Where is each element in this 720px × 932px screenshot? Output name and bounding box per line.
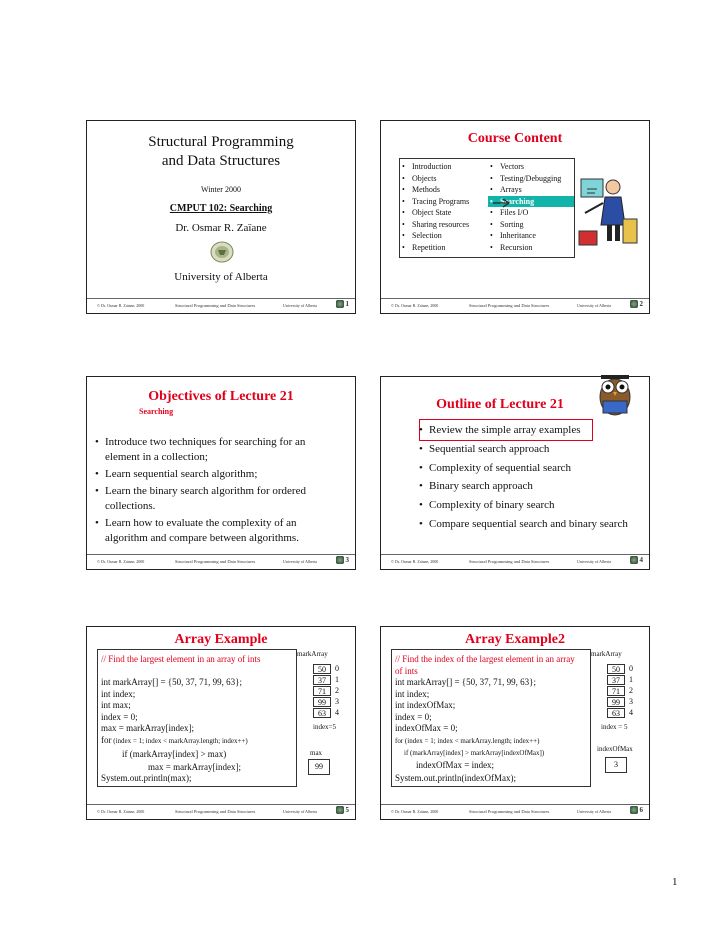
array-label: markArray [591,650,622,658]
slide5-title: Array Example [174,632,268,647]
array-cell-row [313,686,339,697]
array-cell-row [607,675,633,686]
code-box [97,649,297,787]
list-item: • Testing/Debugging [488,173,574,185]
list-item: • Tracing Programs [400,196,486,208]
slide1-term: Winter 2000 [201,185,241,194]
list-item: • Binary search approach [417,478,641,495]
code-lines [395,677,536,735]
slide-footer [381,554,649,569]
footer-university: University of Alberta [283,809,317,814]
footer-copyright: © Dr. Osmar R. Zaïane, 2000 [391,809,439,814]
footer-course: Structural Programming and Data Structures [469,809,550,814]
footer-copyright: © Dr. Osmar R. Zaïane, 2000 [391,559,439,564]
footer-course: Structural Programming and Data Structures [175,303,256,308]
slide2-title: Course Content [467,131,563,146]
array-index: 3 [629,697,633,706]
code-assign-line: max = markArray[index]; [148,762,242,772]
code-lines [101,677,242,735]
array-cell-row [313,664,339,675]
list-item: • Methods [400,184,486,196]
var-label: indexOfMax [597,745,633,753]
teacher-illustration-icon [577,169,639,256]
code-line: int markArray[] = {50, 37, 71, 99, 63}; [395,677,536,687]
array-index: 3 [335,697,339,706]
list-item: • Vectors [488,161,574,173]
slide-footer [87,298,355,313]
slide1-title-line1: Structural Programming [148,134,294,150]
list-item: • Complexity of sequential search [417,460,641,477]
slide-number: 6 [630,806,644,814]
footer-university: University of Alberta [577,303,611,308]
array-index: 4 [335,708,339,717]
code-if-line: if (markArray[index] > markArray[indexOfMax]) [404,749,545,757]
code-assign-line: indexOfMax = index; [416,760,495,770]
slide-number: 4 [630,556,644,564]
code-line: int index; [101,688,136,699]
slide6-title: Array Example2 [465,632,565,647]
array-cell: 71 [607,686,625,696]
array-cell-row [313,675,339,686]
array-cell: 99 [607,697,625,707]
array-index: 4 [629,708,633,717]
code-for-keyword: for [101,735,112,745]
index-value-label: index=5 [313,723,336,731]
array-cell-row [607,686,633,697]
list-item: • Complexity of binary search [417,497,641,514]
outline-list [417,422,641,535]
footer-university: University of Alberta [283,559,317,564]
slide1-course-code: CMPUT 102: Searching [169,203,273,214]
pointer-hand-icon [493,195,513,213]
list-item: • Arrays [488,184,574,196]
code-line: int indexOfMax; [395,700,456,710]
slide-footer [87,554,355,569]
list-item: • Sorting [488,219,574,231]
array-index: 2 [335,686,339,695]
array-cell-row [313,708,339,719]
array-cell-row [607,708,633,719]
array-index: 0 [335,664,339,673]
code-line: index = 0; [101,711,138,722]
code-box [391,649,591,787]
code-line: index = 0; [395,711,432,722]
list-item: • Learn how to evaluate the complexity of an algorithm and compare between algorithms. [93,516,333,546]
university-crest-icon [210,241,234,268]
footer-course: Structural Programming and Data Structures [175,809,256,814]
page-number: 1 [672,876,678,888]
slide-3 [86,376,356,570]
array-index: 0 [629,664,633,673]
var-value-box: 99 [308,759,330,775]
code-print-line: System.out.println(indexOfMax); [395,773,516,783]
footer-copyright: © Dr. Osmar R. Zaïane, 2000 [391,303,439,308]
array-index: 2 [629,686,633,695]
array-cell-row [607,664,633,675]
footer-course: Structural Programming and Data Structures [175,559,256,564]
array-cell: 63 [313,708,331,718]
course-content-table [399,158,575,258]
footer-copyright: © Dr. Osmar R. Zaïane, 2000 [97,303,145,308]
list-item: • Repetition [400,242,486,254]
code-line: max = markArray[index]; [101,723,195,733]
code-comment: // Find the largest element in an array of ints [101,654,261,664]
footer-course: Structural Programming and Data Structures [469,303,550,308]
footer-university: University of Alberta [577,559,611,564]
code-line: indexOfMax = 0; [395,723,458,733]
slide-4 [380,376,650,570]
footer-university: University of Alberta [283,303,317,308]
slide4-title: Outline of Lecture 21 [436,397,564,412]
objectives-list [93,435,333,548]
code-for-line [101,735,248,748]
list-item: • Searching [488,196,574,208]
slide-footer [381,298,649,313]
array-diagram [607,664,633,719]
index-value-label: index = 5 [601,723,628,731]
footer-university: University of Alberta [577,809,611,814]
array-cell-row [607,697,633,708]
array-diagram [313,664,339,719]
array-label: markArray [297,650,328,658]
list-item: • Selection [400,230,486,242]
code-for-rest: (index = 1; index < markArray.length; index++) [111,737,248,745]
code-for-line: for (index = 1; index < markArray.length; index++) [395,737,540,745]
slide3-title: Objectives of Lecture 21 [148,389,294,404]
code-line: int markArray[] = {50, 37, 71, 99, 63}; [101,677,242,687]
array-cell: 37 [313,675,331,685]
slide3-subtitle: Searching [139,407,174,416]
code-if-line: if (markArray[index] > max) [122,749,227,759]
list-item: • Review the simple array examples [417,422,641,439]
list-item: • Recursion [488,242,574,254]
owl-icon [595,369,635,424]
code-comment: // Find the index of the largest element in an array of ints [395,654,575,676]
list-item: • Introduce two techniques for searching for an element in a collection; [93,435,333,465]
slide1-university: University of Alberta [174,271,268,283]
slide-number: 2 [630,300,644,308]
slide-footer [381,804,649,819]
array-cell: 50 [607,664,625,674]
footer-copyright: © Dr. Osmar R. Zaïane, 2000 [97,559,145,564]
list-item: • Inheritance [488,230,574,242]
array-cell: 50 [313,664,331,674]
list-item: • Sequential search approach [417,441,641,458]
slide-5 [86,626,356,820]
list-item: • Objects [400,173,486,185]
slide1-author: Dr. Osmar R. Zaïane [175,222,267,234]
var-value-box: 3 [605,757,627,773]
slide-6 [380,626,650,820]
var-label: max [310,749,323,757]
slide-number: 3 [336,556,350,564]
array-cell: 63 [607,708,625,718]
array-cell: 99 [313,697,331,707]
array-cell: 37 [607,675,625,685]
list-item: • Learn sequential search algorithm; [93,467,333,482]
slide-1 [86,120,356,314]
slide1-title-line2: and Data Structures [161,153,281,169]
array-index: 1 [629,675,633,684]
code-line: int max; [101,700,131,710]
list-item: • Sharing resources [400,219,486,231]
footer-copyright: © Dr. Osmar R. Zaïane, 2000 [97,809,145,814]
slide-number: 1 [336,300,350,308]
array-index: 1 [335,675,339,684]
footer-course: Structural Programming and Data Structures [469,559,550,564]
code-line: int index; [395,688,430,699]
slide-2 [380,120,650,314]
slide-number: 5 [336,806,350,814]
list-item: • Object State [400,207,486,219]
list-item: • Learn the binary search algorithm for ordered collections. [93,484,333,514]
code-print-line: System.out.println(max); [101,773,192,783]
array-cell: 71 [313,686,331,696]
list-item: • Introduction [400,161,486,173]
array-cell-row [313,697,339,708]
list-item: • Compare sequential search and binary search [417,516,641,533]
slide-footer [87,804,355,819]
list-item: • Files I/O [488,207,574,219]
